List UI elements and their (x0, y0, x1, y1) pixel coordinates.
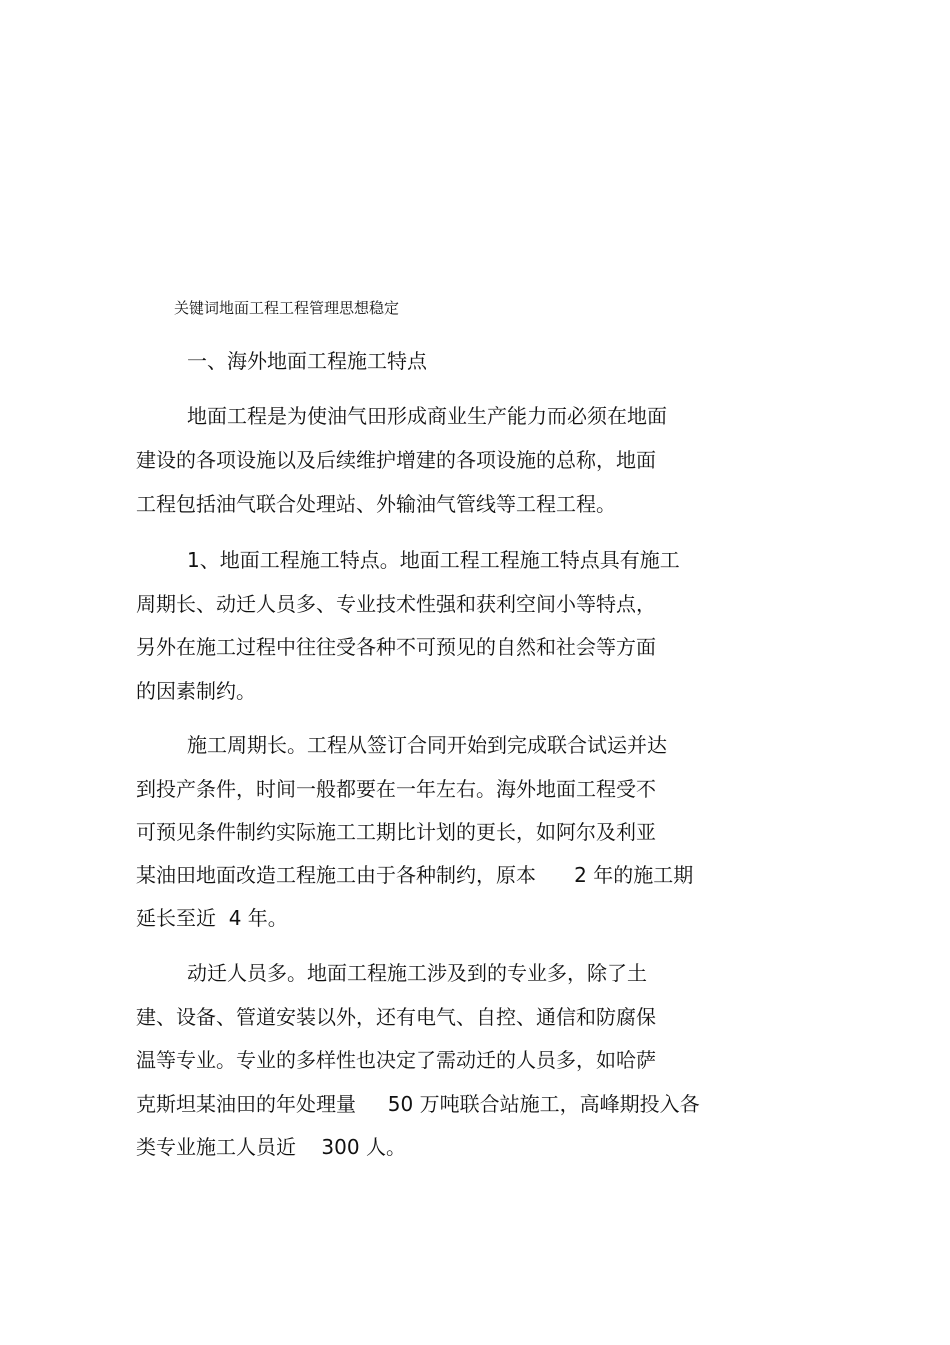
paragraph-line: 可预见条件制约实际施工工期比计划的更长，如阿尔及利亚 (136, 820, 656, 844)
paragraph-line: 工程包括油气联合处理站、外输油气管线等工程工程。 (136, 492, 616, 516)
section-heading: 一、海外地面工程施工特点 (187, 349, 427, 373)
keywords-line: 关键词地面工程工程管理思想稳定 (174, 299, 400, 317)
paragraph-line: 类专业施工人员近 300 人。 (136, 1135, 406, 1159)
paragraph-line: 建、设备、管道安装以外，还有电气、自控、通信和防腐保 (136, 1005, 656, 1029)
paragraph-line: 1、地面工程施工特点。地面工程工程施工特点具有施工 (187, 548, 680, 572)
paragraph-line: 周期长、动迁人员多、专业技术性强和获利空间小等特点， (136, 592, 656, 616)
paragraph-line: 的因素制约。 (136, 679, 256, 703)
paragraph-line: 温等专业。专业的多样性也决定了需动迁的人员多，如哈萨 (136, 1048, 656, 1072)
paragraph-line: 克斯坦某油田的年处理量 50 万吨联合站施工，高峰期投入各 (136, 1092, 700, 1116)
paragraph-line: 动迁人员多。地面工程施工涉及到的专业多，除了土 (187, 961, 647, 985)
paragraph-line: 另外在施工过程中往往受各种不可预见的自然和社会等方面 (136, 635, 656, 659)
paragraph-line: 延长至近 4 年。 (136, 906, 288, 930)
paragraph-line: 某油田地面改造工程施工由于各种制约，原本 2 年的施工期 (136, 863, 694, 887)
paragraph-line: 建设的各项设施以及后续维护增建的各项设施的总称，地面 (136, 448, 656, 472)
paragraph-line: 到投产条件，时间一般都要在一年左右。海外地面工程受不 (136, 777, 656, 801)
paragraph-line: 地面工程是为使油气田形成商业生产能力而必须在地面 (187, 404, 667, 428)
paragraph-line: 施工周期长。工程从签订合同开始到完成联合试运并达 (187, 733, 667, 757)
